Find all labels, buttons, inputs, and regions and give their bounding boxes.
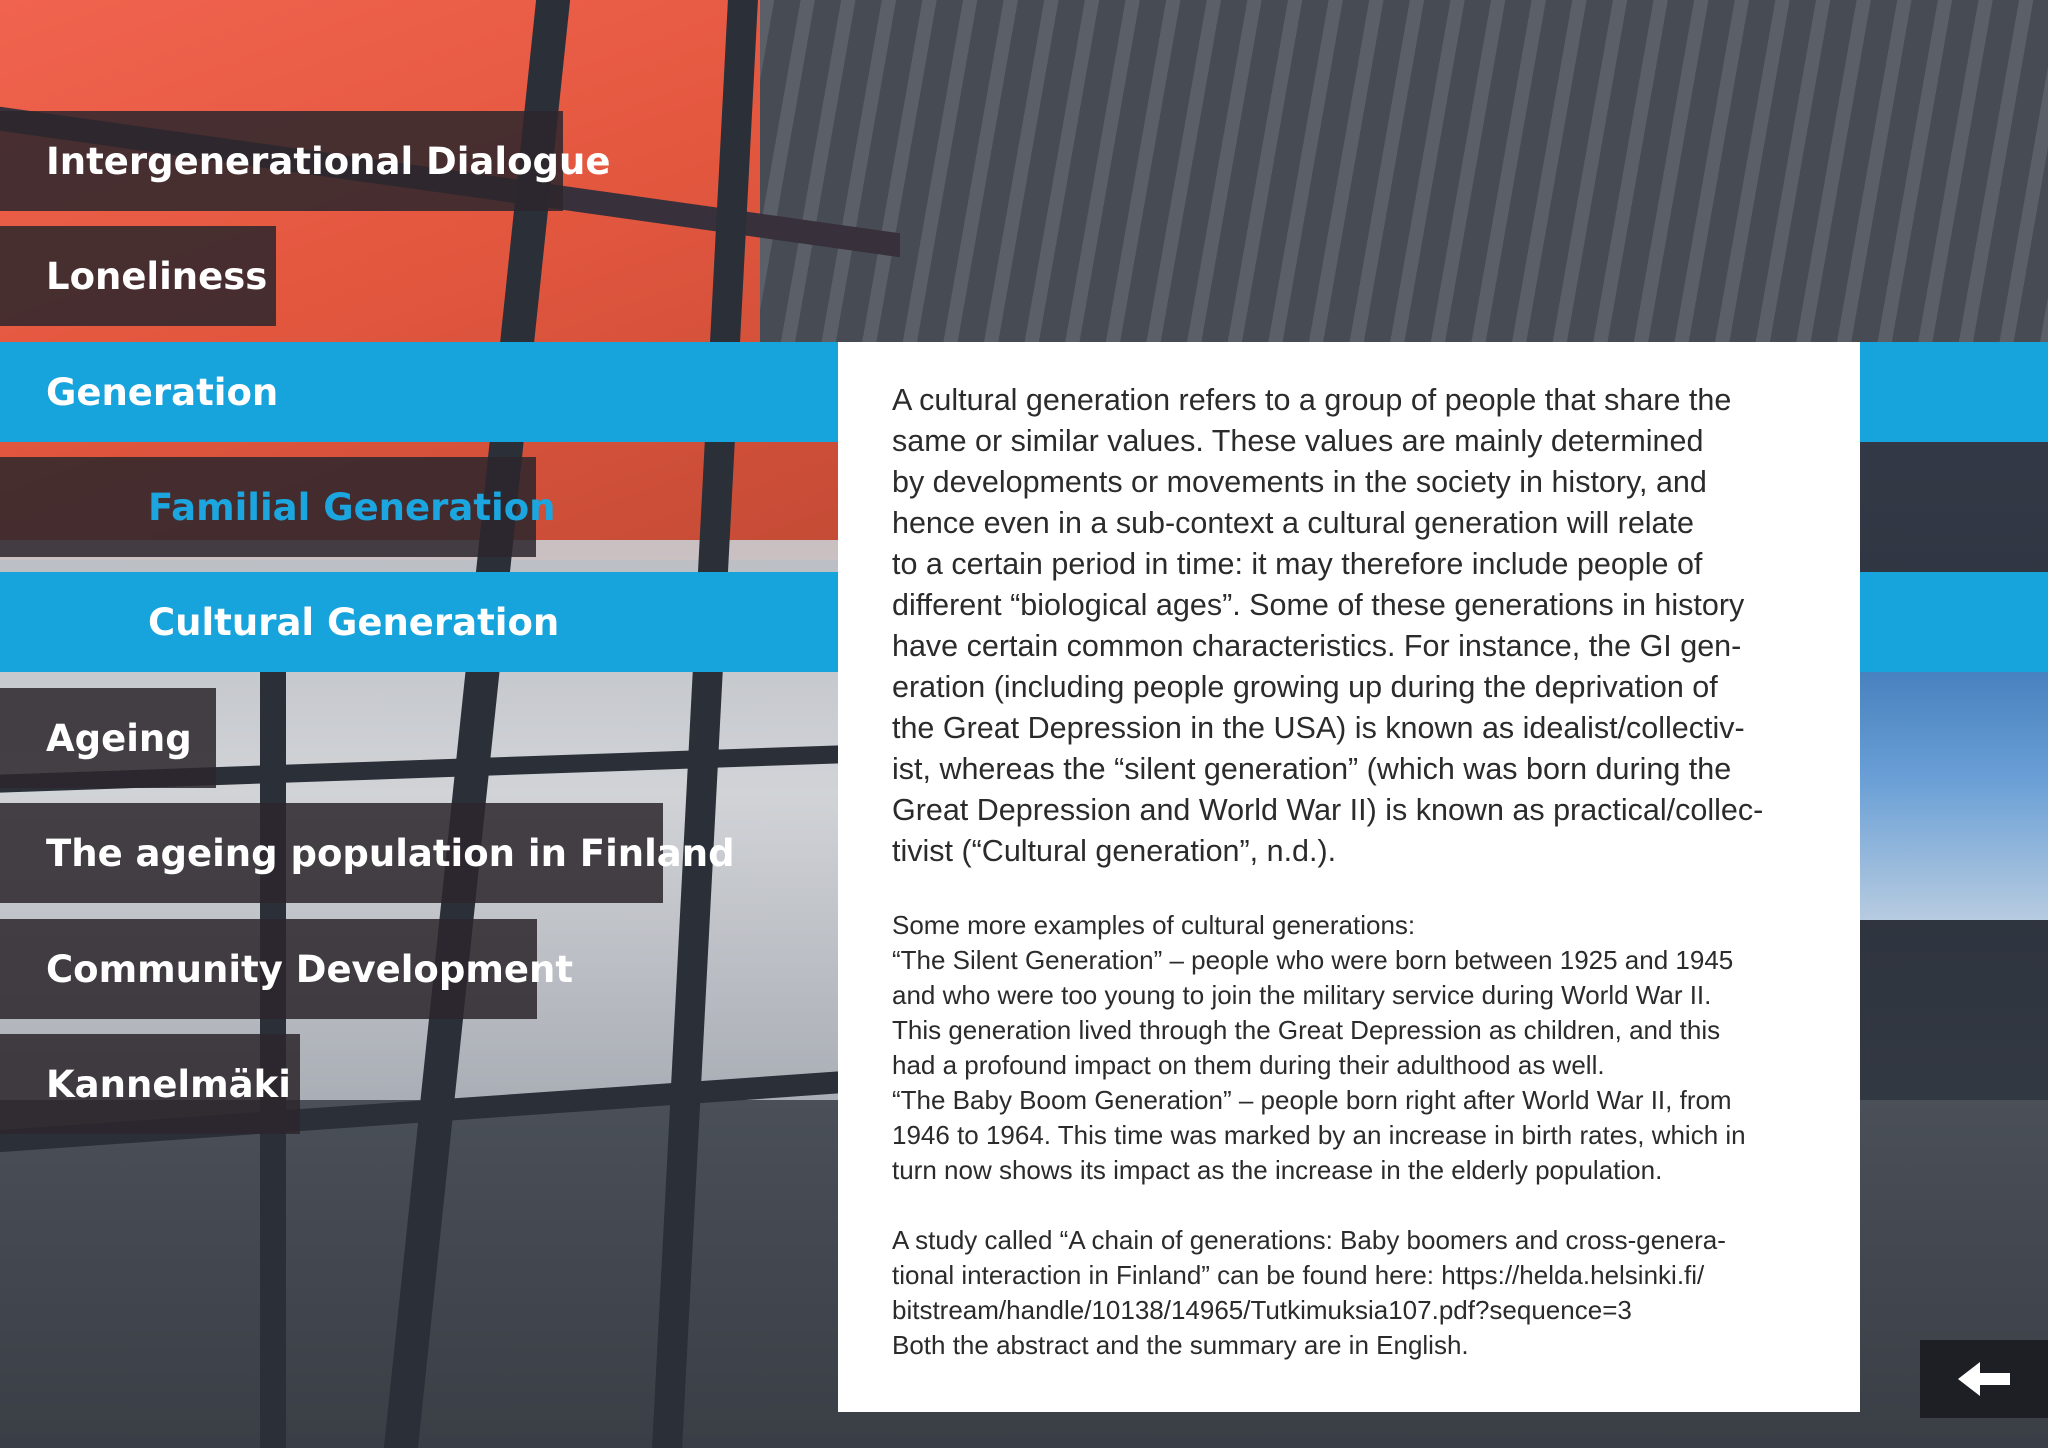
nav-item-label: Loneliness bbox=[46, 254, 268, 298]
text-line: tivist (“Cultural generation”, n.d.). bbox=[892, 834, 1337, 868]
text-line: A cultural generation refers to a group of people that share the bbox=[892, 383, 1732, 417]
nav-item-label: Intergenerational Dialogue bbox=[46, 139, 611, 183]
text-line: different “biological ages”. Some of these generations in history bbox=[892, 588, 1745, 622]
text-line: ist, whereas the “silent generation” (which was born during the bbox=[892, 752, 1732, 786]
text-line: same or similar values. These values are mainly determined bbox=[892, 424, 1704, 458]
nav-item-familial-generation[interactable] bbox=[0, 457, 556, 557]
nav-item-ageing-population-finland[interactable] bbox=[0, 803, 735, 903]
nav-item-generation[interactable] bbox=[0, 342, 838, 442]
text-line: A study called “A chain of generations: Baby boomers and cross-genera- bbox=[892, 1225, 1726, 1255]
study-paragraph bbox=[892, 1223, 1804, 1363]
nav-item-label: Generation bbox=[46, 370, 279, 414]
nav-item-label: The ageing population in Finland bbox=[46, 831, 735, 875]
content-panel bbox=[838, 342, 1860, 1412]
text-line: eration (including people growing up during the deprivation of bbox=[892, 670, 1718, 704]
back-button[interactable] bbox=[1920, 1340, 2048, 1418]
examples-paragraph bbox=[892, 908, 1804, 1188]
nav-item-kannelmaki[interactable] bbox=[0, 1034, 300, 1134]
nav-item-label: Community Development bbox=[46, 947, 574, 991]
back-arrow-icon bbox=[1958, 1362, 2010, 1396]
text-line: turn now shows its impact as the increase in the elderly population. bbox=[892, 1155, 1663, 1185]
nav-item-intergenerational-dialogue[interactable] bbox=[0, 111, 611, 211]
text-line: to a certain period in time: it may therefore include people of bbox=[892, 547, 1703, 581]
text-line: “The Baby Boom Generation” – people born right after World War II, from bbox=[892, 1085, 1732, 1115]
text-line: Some more examples of cultural generations: bbox=[892, 910, 1416, 940]
nav-item-label: Cultural Generation bbox=[148, 600, 560, 644]
nav-item-ageing[interactable] bbox=[0, 688, 216, 788]
text-line: by developments or movements in the society in history, and bbox=[892, 465, 1707, 499]
nav-item-community-development[interactable] bbox=[0, 919, 574, 1019]
nav-item-cultural-generation[interactable] bbox=[0, 572, 838, 672]
text-line: “The Silent Generation” – people who were born between 1925 and 1945 bbox=[892, 945, 1734, 975]
study-link[interactable]: bitstream/handle/10138/14965/Tutkimuksia107.pdf?sequence=3 bbox=[892, 1295, 1632, 1325]
nav-item-label: Familial Generation bbox=[148, 485, 556, 529]
text-line: have certain common characteristics. For instance, the GI gen- bbox=[892, 629, 1742, 663]
nav-item-loneliness[interactable] bbox=[0, 226, 276, 326]
text-line: Great Depression and World War II) is known as practical/collec- bbox=[892, 793, 1764, 827]
text-line: Both the abstract and the summary are in English. bbox=[892, 1330, 1469, 1360]
text-line: 1946 to 1964. This time was marked by an increase in birth rates, which in bbox=[892, 1120, 1746, 1150]
text-line: had a profound impact on them during their adulthood as well. bbox=[892, 1050, 1605, 1080]
study-link[interactable]: tional interaction in Finland” can be found here: https://helda.helsinki.fi/ bbox=[892, 1260, 1705, 1290]
intro-paragraph bbox=[892, 380, 1804, 872]
text-line: the Great Depression in the USA) is known as idealist/collectiv- bbox=[892, 711, 1745, 745]
nav-item-label: Kannelmäki bbox=[46, 1062, 291, 1106]
text-line: This generation lived through the Great Depression as children, and this bbox=[892, 1015, 1721, 1045]
nav-item-label: Ageing bbox=[46, 716, 192, 760]
text-line: and who were too young to join the military service during World War II. bbox=[892, 980, 1712, 1010]
text-line: hence even in a sub-context a cultural generation will relate bbox=[892, 506, 1694, 540]
